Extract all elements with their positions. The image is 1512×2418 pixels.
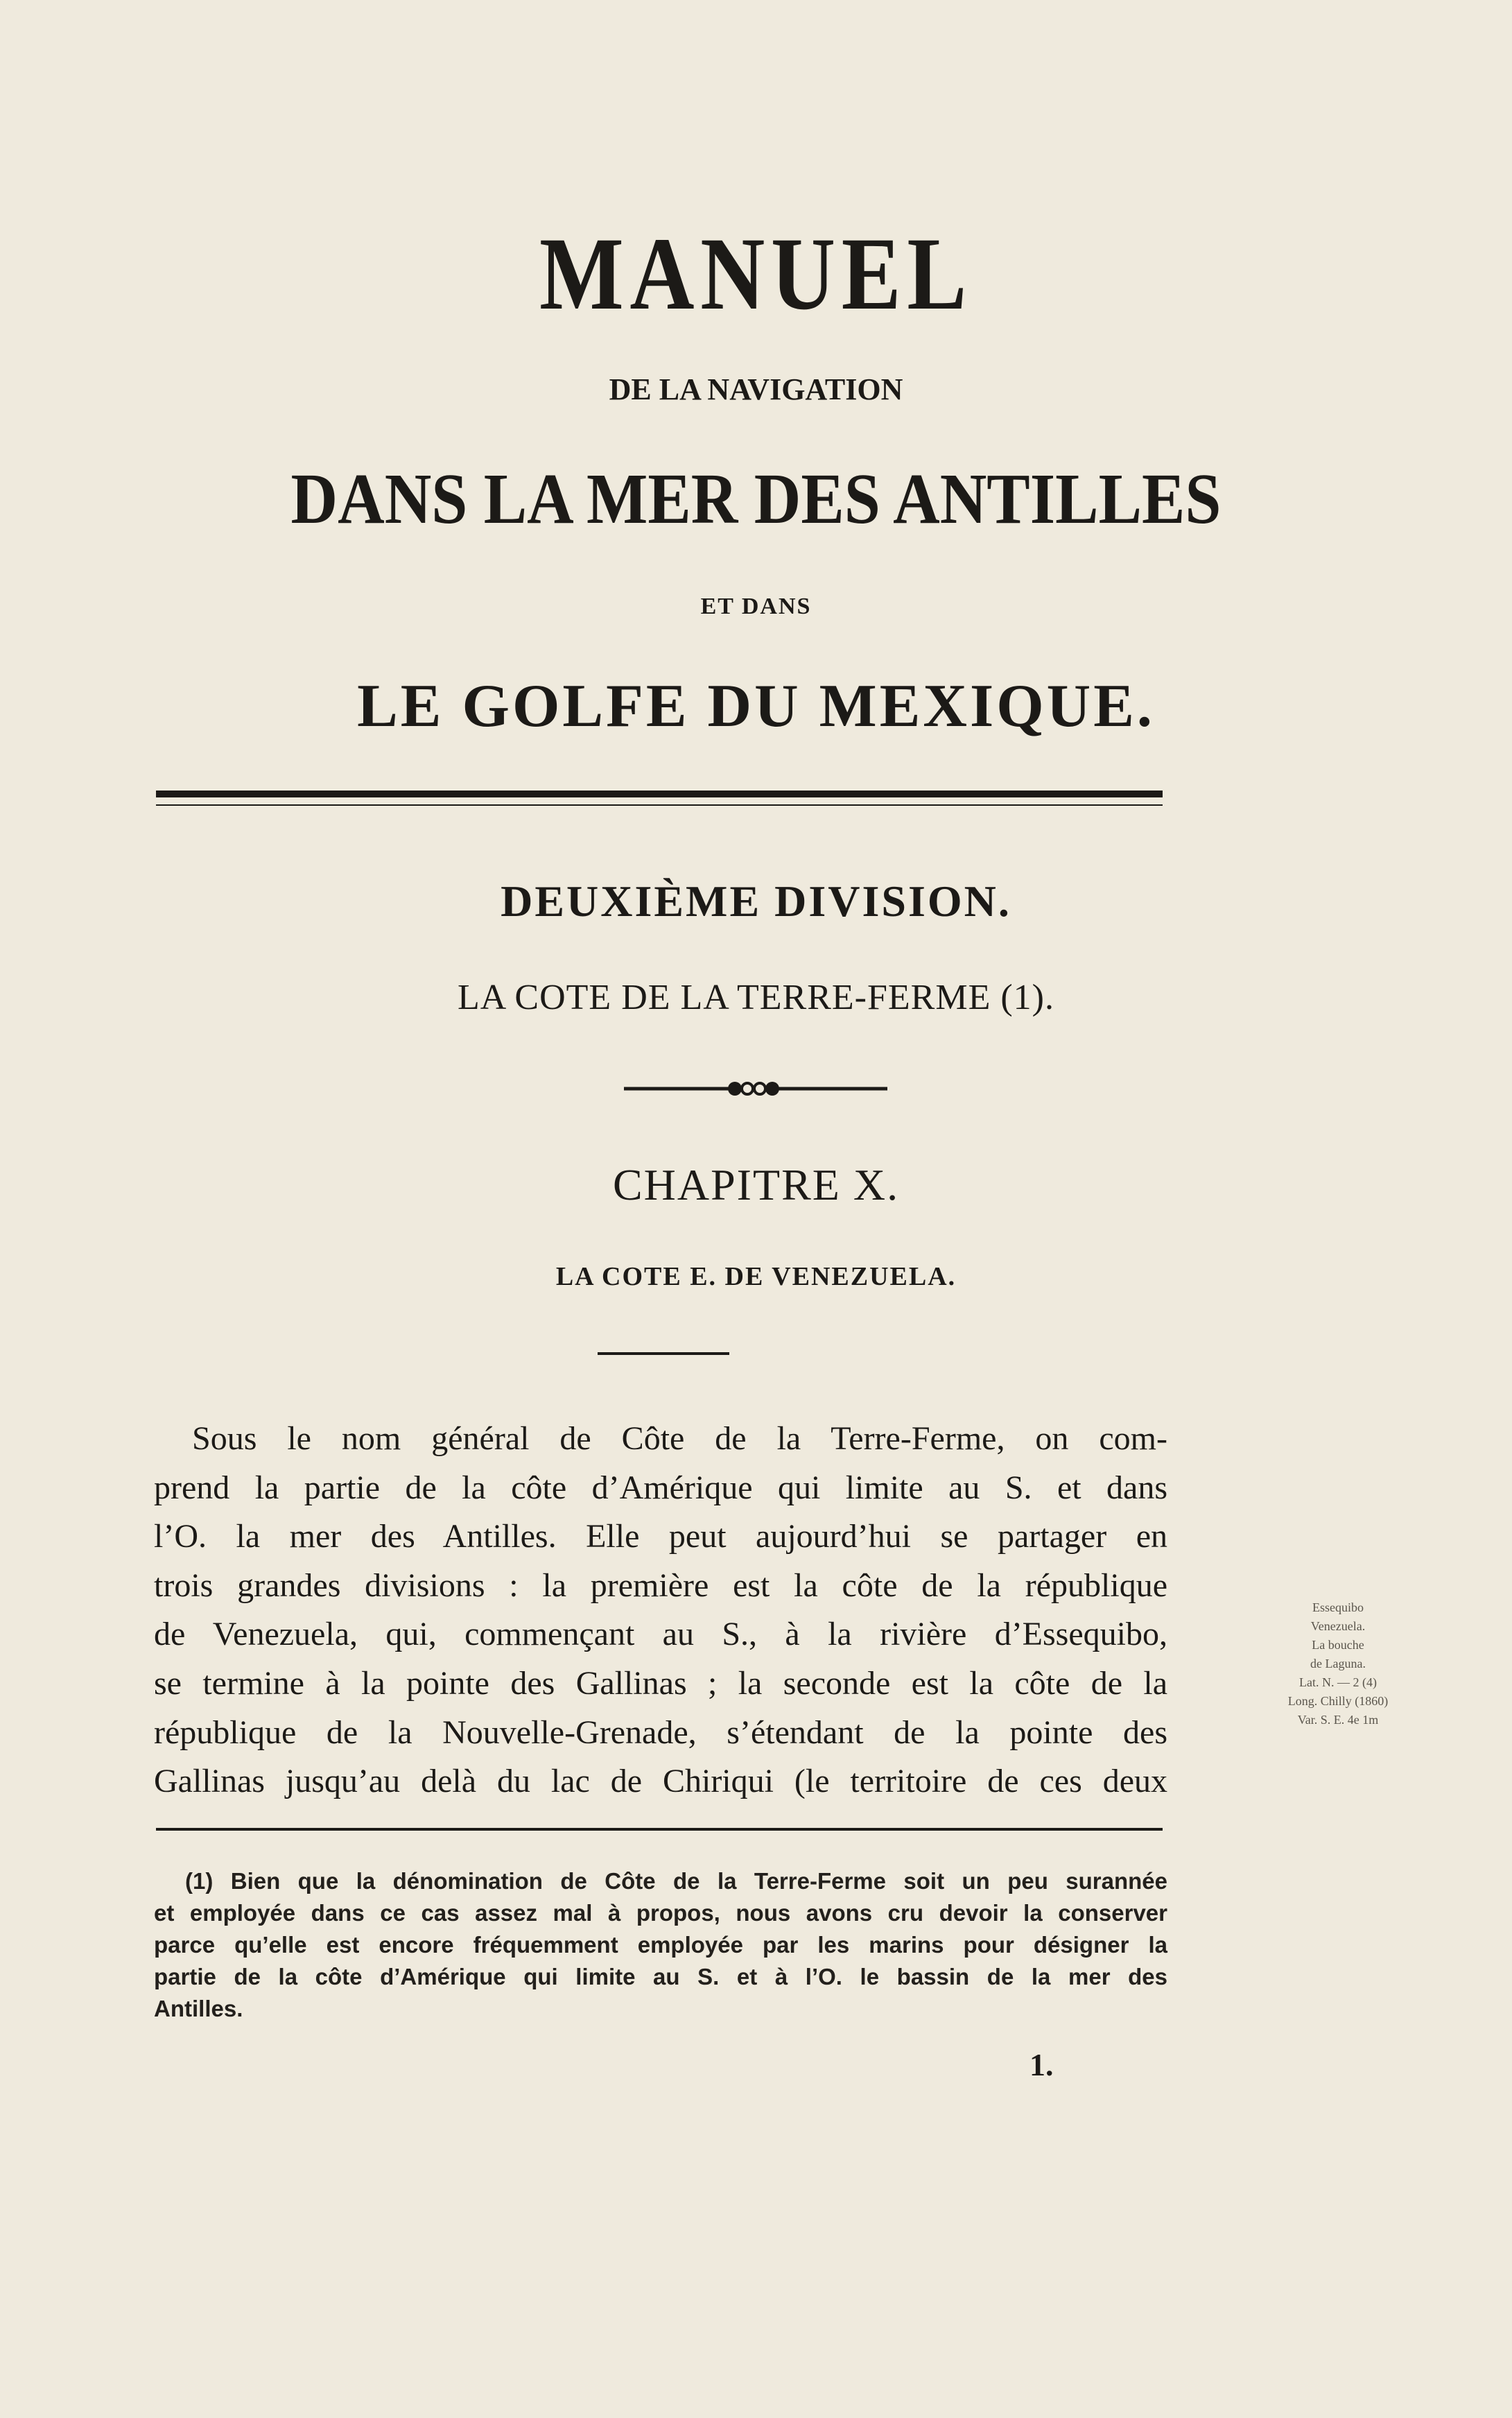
footnote-line: Antilles. — [154, 1996, 243, 2021]
body-line: Sous le nom général de Côte de la Terre-Ferme, on com- — [192, 1420, 1167, 1457]
ornament-divider — [624, 1078, 887, 1099]
chapter-title: LA COTE E. DE VENEZUELA. — [555, 1262, 957, 1291]
margin-note-line: Lat. N. — 2 (4) — [1299, 1675, 1377, 1689]
margin-note-line: Var. S. E. 4e 1m — [1297, 1713, 1379, 1727]
margin-note-line: de Laguna. — [1310, 1657, 1366, 1670]
title-rule-thick — [156, 791, 1163, 797]
margin-note-line: Long. Chilly (1860) — [1287, 1694, 1389, 1708]
chapter-rule — [598, 1352, 729, 1355]
title-sub: DE LA NAVIGATION — [609, 372, 903, 406]
footnote — [154, 1865, 1167, 2025]
title-connector: ET DANS — [700, 594, 812, 619]
part-heading: LA COTE DE LA TERRE-FERME (1). — [457, 978, 1054, 1017]
footnote-line: et employée dans ce cas assez mal à propos, nous avons cru devoir la conserver — [154, 1900, 1167, 1926]
footnote-line: partie de la côte d’Amérique qui limite au S. et à l’O. le bassin de la mer des — [154, 1964, 1167, 1989]
signature-mark: 1. — [1029, 2047, 1054, 2082]
margin-note-line: Essequibo — [1312, 1600, 1364, 1614]
title-main: MANUEL — [539, 216, 973, 331]
body-line: république de la Nouvelle-Grenade, s’étendant de la pointe des — [154, 1713, 1167, 1751]
margin-note-line: Venezuela. — [1310, 1619, 1366, 1633]
body-line: trois grandes divisions : la première est la côte de la république — [154, 1566, 1167, 1604]
body-line: de Venezuela, qui, commençant au S., à la rivière d’Essequibo, — [154, 1616, 1167, 1653]
title-line-antilles: DANS LA MER DES ANTILLES — [290, 459, 1222, 539]
chapter-heading: CHAPITRE X. — [612, 1160, 900, 1209]
division-heading: DEUXIÈME DIVISION. — [501, 876, 1011, 926]
footnote-line: parce qu’elle est encore fréquemment employée par les marins pour désigner la — [154, 1932, 1167, 1958]
title-line-golfe: LE GOLFE DU MEXIQUE. — [357, 673, 1155, 740]
body-paragraph — [154, 1415, 1167, 1806]
body-line: prend la partie de la côte d’Amérique qui limite au S. et dans — [154, 1469, 1167, 1506]
body-line: Gallinas jusqu’au delà du lac de Chiriqui (le territoire de ces deux — [154, 1763, 1167, 1800]
footnote-line: (1) Bien que la dénomination de Côte de la Terre-Ferme soit un peu surannée — [185, 1868, 1167, 1894]
body-line: l’O. la mer des Antilles. Elle peut aujourd’hui se partager en — [154, 1518, 1167, 1555]
footnote-rule — [156, 1828, 1163, 1831]
margin-note-line: La bouche — [1312, 1638, 1364, 1652]
body-line: se termine à la pointe des Gallinas ; la seconde est la côte de la — [154, 1664, 1167, 1702]
title-rule-thin — [156, 804, 1163, 806]
margin-note — [1227, 1598, 1449, 1729]
